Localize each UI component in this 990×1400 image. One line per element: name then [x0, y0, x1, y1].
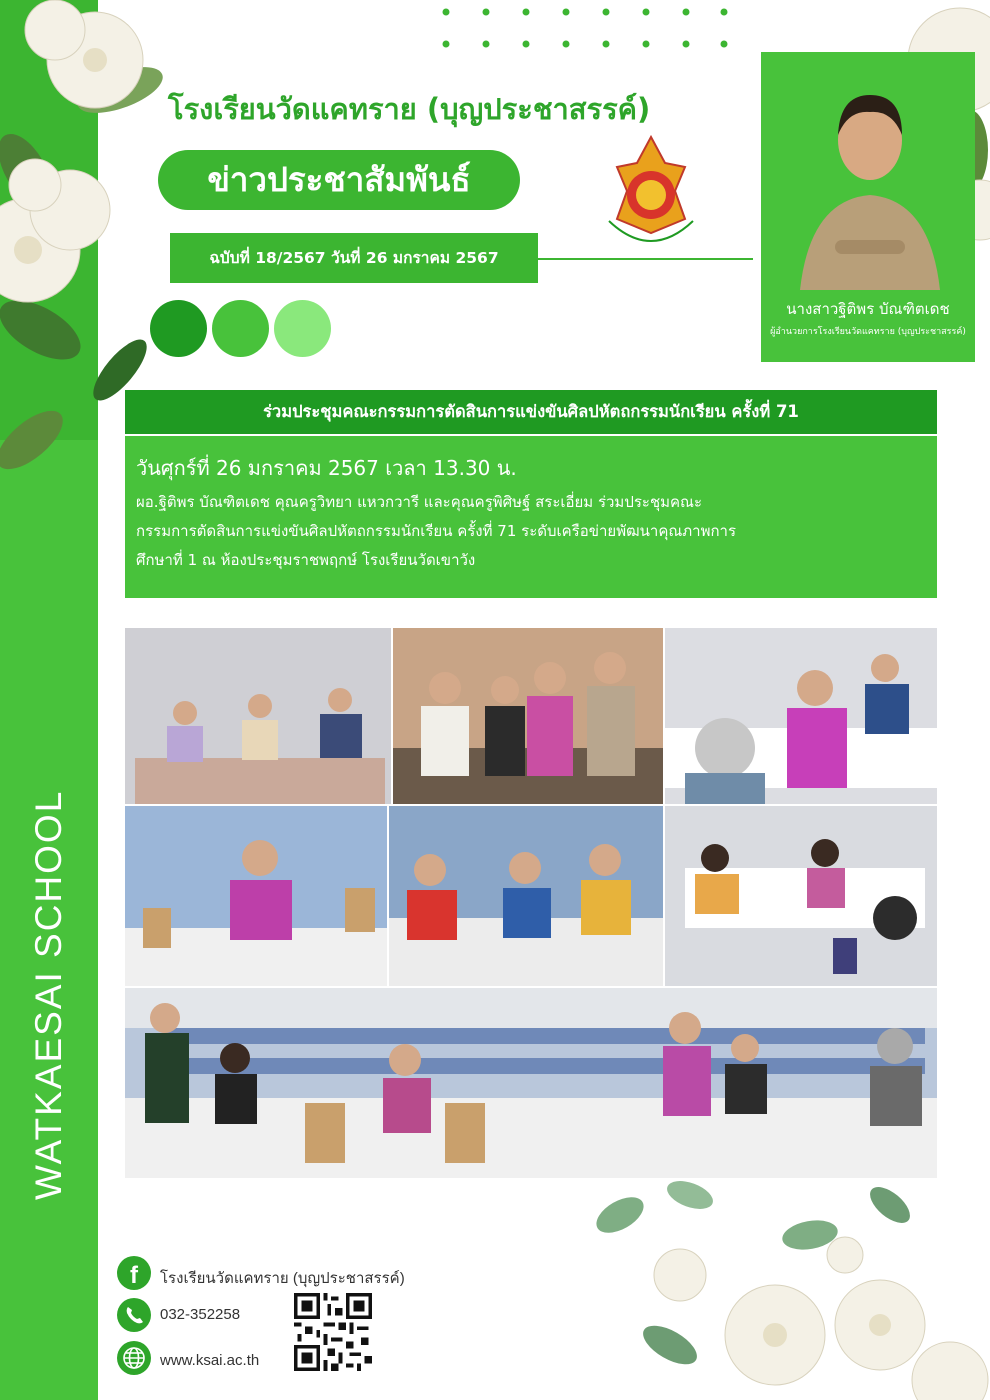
- svg-text:f: f: [130, 1262, 138, 1289]
- director-title: ผู้อำนวยการโรงเรียนวัดแคทราย (บุญประชาสรรค์): [770, 327, 966, 337]
- website-link[interactable]: www.ksai.ac.th: [160, 1352, 260, 1369]
- article-line: กรรมการตัดสินการแข่งขันศิลปหัตถกรรมนักเรียน ครั้งที่ 71 ระดับเครือข่ายพัฒนาคุณภาพการ: [136, 522, 737, 540]
- article-line: ผอ.ฐิติพร บัณฑิตเดช คุณครูวิทยา แหวกวารี และคุณครูพิศิษฐ์ สระเอี่ยม ร่วมประชุมคณะ: [136, 493, 703, 511]
- dot-decoration: [440, 4, 730, 52]
- director-photo: [780, 80, 960, 290]
- phone-number[interactable]: 032-352258: [160, 1306, 241, 1323]
- issue-info: ฉบับที่ 18/2567 วันที่ 26 มกราคม 2567: [170, 233, 538, 283]
- decor-circle-mid: [212, 300, 269, 357]
- article-headline: ร่วมประชุมคณะกรรมการตัดสินการแข่งขันศิลปหัตถกรรมนักเรียน ครั้งที่ 71: [125, 390, 937, 434]
- decor-circle-light: [274, 300, 331, 357]
- article-line: ศึกษาที่ 1 ณ ห้องประชุมราชพฤกษ์ โรงเรียนวัดเขาวัง: [136, 551, 476, 569]
- qr-code[interactable]: [294, 1293, 372, 1371]
- section-title: ข่าวประชาสัมพันธ์: [158, 150, 520, 210]
- director-name: นางสาวฐิติพร บัณฑิตเดช: [786, 300, 950, 318]
- photo-collage: [125, 628, 937, 1178]
- facebook-icon[interactable]: [117, 1256, 151, 1290]
- photo-3: [665, 628, 937, 804]
- school-title: โรงเรียนวัดแคทราย (บุญประชาสรรค์): [168, 92, 651, 126]
- article-date: วันศุกร์ที่ 26 มกราคม 2567 เวลา 13.30 น.: [136, 456, 517, 480]
- globe-icon[interactable]: [117, 1341, 151, 1375]
- facebook-link[interactable]: โรงเรียนวัดแคทราย (บุญประชาสรรค์): [160, 1270, 405, 1287]
- phone-icon[interactable]: [117, 1298, 151, 1332]
- article-body: [136, 488, 926, 575]
- photo-2: [393, 628, 663, 804]
- flower-decoration-bottom-right: [560, 1175, 990, 1400]
- photo-5: [389, 806, 663, 986]
- decor-circle-dark: [150, 300, 207, 357]
- photo-1: [125, 628, 391, 804]
- vertical-school-label: WATKAESAI SCHOOL: [28, 789, 69, 1200]
- photo-4: [125, 806, 387, 986]
- divider-line: [538, 258, 753, 260]
- photo-7: [125, 988, 937, 1178]
- photo-6: [665, 806, 937, 986]
- school-emblem: [605, 133, 697, 253]
